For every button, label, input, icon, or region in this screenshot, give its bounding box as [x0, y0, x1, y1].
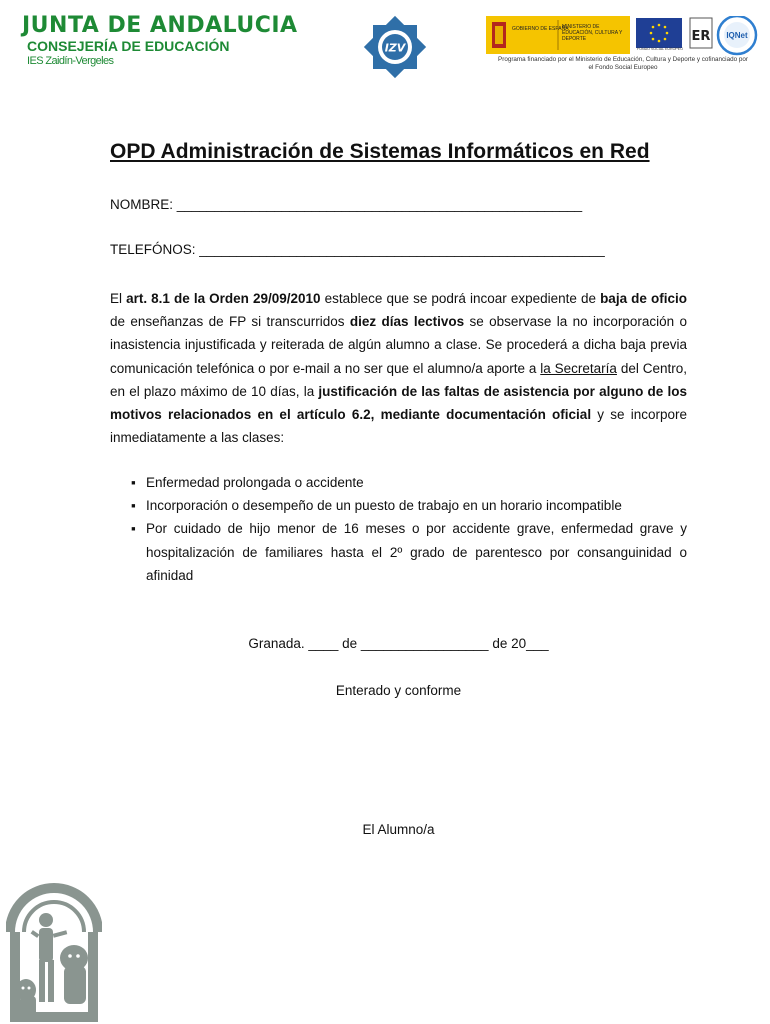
- motivos-list: [110, 471, 687, 587]
- er-text: ER: [691, 29, 711, 44]
- escudo-andalucia-icon: [6, 862, 102, 1022]
- telefonos-field: TELEFÓNOS: ______________________________________________________: [110, 242, 605, 257]
- body-paragraph: [110, 287, 687, 449]
- list-item-text: Por cuidado de hijo menor de 16 meses o por accidente grave, enfermedad grave y hospitalización de familiares hasta el 2º grado de parentesco por consanguinidad o afinidad: [146, 521, 687, 583]
- list-item: [110, 494, 687, 517]
- izv-logo-text: IZV: [384, 41, 406, 55]
- junta-andalucia-logo-text: JUNTA DE ANDALUCIA: [22, 13, 298, 38]
- sponsor-logos: [486, 16, 758, 56]
- bullet-icon: ▪: [131, 521, 136, 537]
- list-item: [110, 471, 687, 494]
- list-item: [110, 517, 687, 587]
- izv-star-logo-icon: [360, 12, 430, 82]
- programa-financiado-text: Programa financiado por el Ministerio de Educación, Cultura y Deporte y cofinanciado por el Fondo Social Europeo: [498, 56, 748, 71]
- body-text: de enseñanzas de FP si transcurridos: [110, 314, 350, 330]
- ministerio-text: MINISTERIO DE EDUCACIÓN, CULTURA Y DEPORTE: [562, 24, 623, 42]
- list-item-text: Incorporación o desempeño de un puesto de trabajo en un horario incompatible: [146, 498, 622, 514]
- body-bold-article: art. 8.1 de la Orden 29/09/2010: [126, 291, 321, 306]
- body-text: establece que se podrá incoar expediente de: [320, 291, 601, 306]
- body-bold-baja: baja de oficio: [600, 291, 687, 306]
- body-text: se observase la no incorporación o inasistencia injustificada y reiterada de algún alumno a clase. Se procederá a dicha baja previa comunicación telefónica o por e-mail a no ser que el alumno/a aporte a: [110, 314, 687, 376]
- body-text: y se incorpore inmediatamente a las clases:: [110, 407, 688, 446]
- fse-text: FONDO SOCIAL EUROPEO: [637, 47, 683, 51]
- eu-flag-icon: [636, 18, 682, 48]
- consejeria-label: CONSEJERÍA DE EDUCACIÓN: [27, 38, 230, 54]
- firma-alumno-label: El Alumno/a: [362, 822, 435, 837]
- nombre-field: NOMBRE: ______________________________________________________: [110, 197, 583, 212]
- gobierno-text: GOBIERNO DE ESPAÑA: [512, 26, 569, 32]
- bullet-icon: ▪: [131, 475, 136, 490]
- body-bold-dias: diez días lectivos: [349, 314, 465, 330]
- list-item-text: Enfermedad prolongada o accidente: [146, 475, 364, 490]
- body-text: El: [110, 291, 127, 306]
- document-title: OPD Administración de Sistemas Informáticos en Red: [110, 140, 650, 163]
- iqnet-text: IQNet: [726, 31, 748, 40]
- enterado-label: Enterado y conforme: [335, 683, 462, 698]
- fecha-line: Granada. ____ de _________________ de 20___: [248, 636, 549, 651]
- body-underline-secretaria: la Secretaría: [540, 360, 617, 376]
- body-text: del Centro, en el plazo máximo de 10 días, la: [110, 360, 688, 399]
- bullet-icon: ▪: [131, 498, 136, 514]
- junta-andalucia-header: [22, 14, 298, 68]
- ies-name-label: IES Zaidín-Vergeles: [27, 55, 114, 67]
- body-bold-justificacion: justificación de las faltas de asistencia por alguno de los motivos relacionados en el artículo 6.2, mediante documentación oficial: [110, 383, 687, 423]
